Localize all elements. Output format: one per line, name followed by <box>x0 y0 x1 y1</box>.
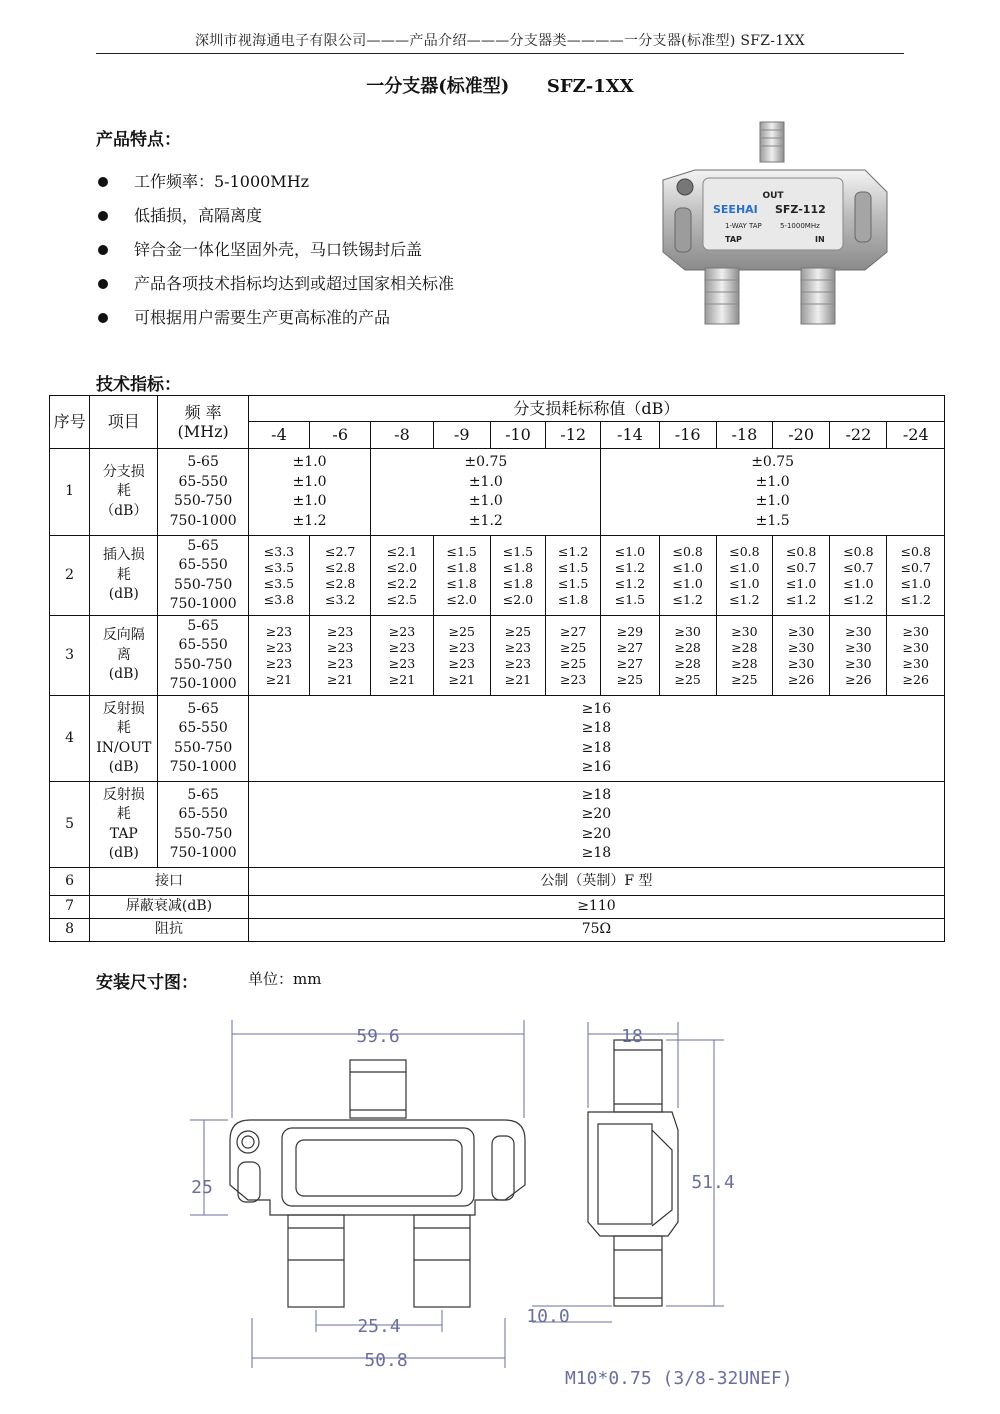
cell-line: 分支损 <box>102 463 145 480</box>
cell-line: ≤1.0 <box>672 575 703 591</box>
cell-line: 65-550 <box>178 720 228 736</box>
cell-line: ±1.0 <box>755 493 790 509</box>
insertion-loss-cell <box>310 536 371 616</box>
cell-line: ≥23 <box>504 639 532 655</box>
tap-loss-group-1 <box>248 449 371 536</box>
cell-line: ≥23 <box>388 655 416 671</box>
tap-value-header: -4 <box>248 422 309 449</box>
cell-line: ≥18 <box>581 845 612 861</box>
cell-line: ≤1.2 <box>614 575 646 591</box>
cell-line: 65-550 <box>178 637 228 653</box>
dimensions-unit: 单位：mm <box>248 970 322 988</box>
cell-line: ≥23 <box>265 655 293 671</box>
insertion-loss-cell <box>601 536 659 616</box>
cell-line: ≥21 <box>265 671 293 687</box>
cell-line: ≥21 <box>504 671 532 687</box>
feature-text: 可根据用户需要生产更高标准的产品 <box>134 308 391 327</box>
cell-line: ≥26 <box>845 671 872 687</box>
cell-line: ±0.75 <box>464 454 508 470</box>
col-header-tap-group: 分支损耗标称值（dB） <box>248 396 944 422</box>
tap-value-header: -16 <box>659 422 716 449</box>
cell-line: ≤3.8 <box>263 591 295 607</box>
feature-item <box>96 170 454 204</box>
feature-item <box>96 238 454 272</box>
cell-line: ≥21 <box>327 671 354 687</box>
cell-line: ≤1.2 <box>785 591 817 607</box>
cell-line: ≥30 <box>731 623 758 639</box>
cell-line: ≤0.7 <box>843 559 874 575</box>
cell-line: ≤1.5 <box>614 591 646 607</box>
insertion-loss-cell <box>716 536 772 616</box>
feature-item <box>96 306 454 340</box>
cell-line: ≥23 <box>327 639 354 655</box>
cell-line: ≥30 <box>787 655 815 671</box>
cell-line: ±1.2 <box>468 512 503 529</box>
cell-line: ±1.2 <box>292 512 327 529</box>
cell-line: ≤1.0 <box>843 575 874 591</box>
cell-line: ≤1.8 <box>446 559 477 575</box>
isolation-cell <box>546 616 601 696</box>
row-item: 阻抗 <box>90 919 249 942</box>
cell-line: ≤1.8 <box>558 591 589 607</box>
tap-value-header: -9 <box>433 422 490 449</box>
cell-line: ≥30 <box>787 623 815 639</box>
row-impedance <box>50 919 945 942</box>
cell-line: ≤1.2 <box>558 543 589 559</box>
tap-value-header: -20 <box>773 422 830 449</box>
cell-line: 耗 <box>116 566 131 583</box>
cell-line: ≥25 <box>559 639 587 655</box>
cell-line: ≥23 <box>327 623 354 639</box>
cell-line: ≥28 <box>731 655 758 671</box>
cell-line: ≤1.8 <box>502 559 534 575</box>
cell-line: 750-1000 <box>169 596 237 612</box>
feature-text: 低插损，高隔离度 <box>134 206 263 225</box>
cell-line: ≤2.1 <box>386 543 418 559</box>
col-item-text: 项目 <box>107 412 140 432</box>
bullet-icon <box>98 279 108 289</box>
tap-value-header: -6 <box>310 422 371 449</box>
cell-line: ≥25 <box>504 623 532 639</box>
cell-line: 5-65 <box>187 700 219 717</box>
isolation-cell <box>601 616 659 696</box>
cell-line: ≥23 <box>504 655 532 671</box>
cell-line: ≥25 <box>731 671 758 687</box>
cell-line: 550-750 <box>174 576 233 593</box>
cell-line: ≤1.0 <box>900 575 931 591</box>
cell-line: 耗 <box>116 483 131 500</box>
row-item <box>90 536 158 616</box>
cell-line: ≤2.8 <box>325 575 356 591</box>
cell-line: ≤1.5 <box>446 543 477 559</box>
photo-frequency: 5-1000MHz <box>780 222 820 230</box>
isolation-cell <box>248 616 309 696</box>
bullet-icon <box>98 313 108 323</box>
cell-line: 65-550 <box>178 806 228 822</box>
row-no: 3 <box>50 616 90 696</box>
cell-line: ≥30 <box>902 623 929 639</box>
cell-line: ±1.0 <box>292 493 327 509</box>
product-photo <box>655 120 895 330</box>
cell-line: TAP <box>109 825 138 842</box>
cell-line: ±1.5 <box>755 512 790 529</box>
cell-line: ≤1.0 <box>614 543 646 559</box>
cell-line: ±1.0 <box>468 473 503 490</box>
photo-brand: SEEHAI <box>713 203 758 216</box>
cell-line: ≤0.8 <box>672 543 703 559</box>
insertion-loss-cell <box>659 536 716 616</box>
row-item <box>90 449 158 536</box>
tap-value-header: -18 <box>716 422 772 449</box>
cell-line: ≤0.7 <box>900 559 931 575</box>
cell-line: ≥27 <box>559 623 587 639</box>
cell-line: ≤1.2 <box>900 591 931 607</box>
cell-line: ≤3.5 <box>263 575 295 591</box>
col-header-no <box>50 396 90 449</box>
cell-line: ≥23 <box>327 655 354 671</box>
cell-line: ≥26 <box>787 671 815 687</box>
row-item: 接口 <box>90 868 249 896</box>
cell-line: 65-550 <box>178 473 228 490</box>
cell-line: ≥18 <box>581 720 612 736</box>
cell-line: ±0.75 <box>751 454 795 470</box>
isolation-cell <box>887 616 945 696</box>
cell-line: ±1.0 <box>468 493 503 509</box>
cell-line: 5-65 <box>187 617 219 634</box>
cell-line: ≤3.2 <box>325 591 356 607</box>
row-no: 2 <box>50 536 90 616</box>
insertion-loss-cell <box>830 536 887 616</box>
cell-line: 反射损 <box>102 700 145 717</box>
cell-line: 耗 <box>116 720 131 736</box>
cell-line: ≥30 <box>845 623 872 639</box>
cell-line: ≥21 <box>448 671 475 687</box>
cell-line: ≤2.0 <box>502 591 534 607</box>
cell-line: (dB) <box>108 666 139 683</box>
isolation-cell <box>716 616 772 696</box>
row-return-loss-tap <box>50 782 945 868</box>
photo-subtitle: 1-WAY TAP <box>725 222 762 230</box>
connector-value: 公制（英制）F 型 <box>248 868 944 896</box>
tap-loss-group-2 <box>371 449 601 536</box>
cell-line: ≥23 <box>448 655 475 671</box>
cell-line: ≥23 <box>559 671 587 687</box>
cell-line: IN/OUT <box>96 739 152 756</box>
insertion-loss-cell <box>490 536 545 616</box>
cell-line: ≥30 <box>845 639 872 655</box>
page-header: 深圳市视海通电子有限公司———产品介绍———分支器类————一分支器(标准型) SFZ-1XX <box>194 33 806 49</box>
row-no: 6 <box>50 868 90 896</box>
insertion-loss-cell <box>248 536 309 616</box>
dim-depth: 18 <box>621 1026 643 1047</box>
cell-line: 反向隔 <box>102 627 145 644</box>
cell-line: 反射损 <box>102 786 145 803</box>
cell-line: ≥25 <box>616 671 644 687</box>
cell-line: 750-1000 <box>169 845 237 861</box>
row-no: 1 <box>50 449 90 536</box>
header-rule <box>96 53 904 54</box>
row-freq-bands <box>158 616 248 696</box>
return-loss-in-out-values <box>248 696 944 782</box>
row-item <box>90 782 158 868</box>
cell-line: ≤1.0 <box>785 575 817 591</box>
row-item <box>90 696 158 782</box>
cell-line: ≥23 <box>448 639 475 655</box>
photo-label-out: OUT <box>762 191 784 201</box>
insertion-loss-cell <box>371 536 433 616</box>
col-header-item <box>90 396 158 449</box>
cell-line: ≤1.2 <box>614 559 646 575</box>
isolation-cell <box>659 616 716 696</box>
specs-heading: 技术指标： <box>96 375 181 395</box>
document-title: 一分支器(标准型) SFZ-1XX <box>366 76 634 97</box>
cell-line: ≥16 <box>581 759 612 775</box>
cell-line: ≥30 <box>902 639 929 655</box>
dim-thread-spec: M10*0.75 (3/8-32UNEF) <box>565 1368 793 1389</box>
row-no: 8 <box>50 919 90 942</box>
cell-line: ≤1.2 <box>843 591 874 607</box>
cell-line: ≥23 <box>265 639 293 655</box>
cell-line: ≥28 <box>731 639 758 655</box>
cell-line: 550-750 <box>174 825 233 842</box>
row-return-loss-in-out <box>50 696 945 782</box>
row-insertion-loss <box>50 536 945 616</box>
dim-port-spacing: 25.4 <box>357 1316 401 1337</box>
shielding-value: ≥110 <box>248 896 944 919</box>
tap-value-header: -10 <box>490 422 545 449</box>
insertion-loss-cell <box>887 536 945 616</box>
feature-text: 工作频率：5-1000MHz <box>134 172 310 191</box>
dim-total-width: 59.6 <box>356 1026 400 1047</box>
row-tap-loss <box>50 449 945 536</box>
cell-line: ±1.0 <box>755 473 790 490</box>
side-dimension-labels <box>526 1026 792 1389</box>
cell-line: ≤0.7 <box>785 559 817 575</box>
row-shielding <box>50 896 945 919</box>
row-no: 4 <box>50 696 90 782</box>
photo-model: SFZ-112 <box>775 203 826 216</box>
cell-line: ≥28 <box>674 655 701 671</box>
insertion-loss-cell <box>773 536 830 616</box>
cell-line: ≥27 <box>616 655 644 671</box>
cell-line: ≥16 <box>581 700 612 717</box>
cell-line: ≥27 <box>616 639 644 655</box>
cell-line: ≤1.0 <box>729 559 760 575</box>
insertion-loss-cell <box>433 536 490 616</box>
cell-line: 插入损 <box>102 547 145 564</box>
feature-item <box>96 272 454 306</box>
feature-text: 产品各项技术指标均达到或超过国家相关标准 <box>134 274 455 293</box>
cell-line: 耗 <box>116 806 131 822</box>
feature-list <box>96 170 454 340</box>
row-item <box>90 616 158 696</box>
cell-line: （dB） <box>100 502 148 519</box>
cell-line: ≤1.0 <box>729 575 760 591</box>
cell-line: ≥25 <box>674 671 701 687</box>
col-header-freq <box>158 396 248 449</box>
row-freq-bands <box>158 696 248 782</box>
isolation-cell <box>310 616 371 696</box>
row-isolation <box>50 616 945 696</box>
cell-line: ≥29 <box>616 623 644 639</box>
cell-line: 550-750 <box>174 739 233 756</box>
cell-line: 750-1000 <box>169 759 237 775</box>
tap-loss-group-3 <box>601 449 945 536</box>
cell-line: ≤1.5 <box>558 559 589 575</box>
feature-item <box>96 204 454 238</box>
tap-value-header: -14 <box>601 422 659 449</box>
cell-line: ≥28 <box>674 639 701 655</box>
row-freq-bands <box>158 449 248 536</box>
cell-line: ≤2.0 <box>386 559 418 575</box>
cell-line: ≥25 <box>559 655 587 671</box>
cell-line: ≥30 <box>674 623 701 639</box>
cell-line: ≤1.5 <box>502 543 534 559</box>
cell-line: ±1.0 <box>292 454 327 470</box>
cell-line: ≤2.5 <box>386 591 418 607</box>
cell-line: 离 <box>116 646 131 663</box>
cell-line: ≥26 <box>902 671 929 687</box>
cell-line: ≤1.0 <box>672 559 703 575</box>
cell-line: ±1.0 <box>292 473 327 490</box>
cell-line: ≥30 <box>787 639 815 655</box>
bullet-icon <box>98 177 108 187</box>
isolation-cell <box>830 616 887 696</box>
cell-line: ≤3.5 <box>263 559 295 575</box>
cell-line: (dB) <box>108 845 139 861</box>
cell-line: 5-65 <box>187 537 219 554</box>
cell-line: 550-750 <box>174 656 233 673</box>
cell-line: 65-550 <box>178 557 228 573</box>
front-view <box>230 1060 525 1307</box>
row-no: 5 <box>50 782 90 868</box>
cell-line: ≤1.8 <box>446 575 477 591</box>
cell-line: ≤1.2 <box>672 591 703 607</box>
cell-line: ≤2.7 <box>325 543 356 559</box>
row-connector <box>50 868 945 896</box>
tap-value-header: -24 <box>887 422 945 449</box>
cell-line: ≥30 <box>845 655 872 671</box>
cell-line: ≥23 <box>388 639 416 655</box>
tap-value-header: -22 <box>830 422 887 449</box>
cell-line: ≤3.3 <box>263 543 295 559</box>
cell-line: ≥25 <box>448 623 475 639</box>
col-no-text: 序号 <box>53 412 86 432</box>
return-loss-tap-values <box>248 782 944 868</box>
photo-label-tap: TAP <box>725 235 742 244</box>
isolation-cell <box>490 616 545 696</box>
isolation-cell <box>773 616 830 696</box>
dim-base-width: 50.8 <box>364 1350 408 1371</box>
cell-line: (dB) <box>108 759 139 775</box>
col-freq-text: 频 率 (MHz) <box>177 402 229 441</box>
bullet-icon <box>98 211 108 221</box>
dimension-drawing <box>0 1000 1000 1410</box>
cell-line: ≤1.5 <box>558 575 589 591</box>
cell-line: ≥21 <box>388 671 416 687</box>
cell-line: 750-1000 <box>169 512 237 529</box>
cell-line: ≤2.8 <box>325 559 356 575</box>
side-view <box>588 1040 678 1306</box>
cell-line: ≤0.8 <box>785 543 817 559</box>
cell-line: 5-65 <box>187 786 219 803</box>
bullet-icon <box>98 245 108 255</box>
cell-line: ≥18 <box>581 786 612 803</box>
insertion-loss-cell <box>546 536 601 616</box>
cell-line: ≤1.8 <box>502 575 534 591</box>
impedance-value: 75Ω <box>248 919 944 942</box>
isolation-cell <box>433 616 490 696</box>
row-no: 7 <box>50 896 90 919</box>
cell-line: 750-1000 <box>169 676 237 692</box>
row-freq-bands <box>158 536 248 616</box>
front-dimension-labels <box>191 1026 408 1371</box>
dim-total-height: 51.4 <box>691 1172 735 1193</box>
cell-line: 550-750 <box>174 493 233 509</box>
dim-body-height: 25 <box>191 1177 213 1198</box>
cell-line: ≤2.2 <box>386 575 418 591</box>
cell-line: ≤0.8 <box>843 543 874 559</box>
tap-value-header: -8 <box>371 422 433 449</box>
photo-label-in: IN <box>815 235 825 244</box>
cell-line: ≥20 <box>581 806 612 822</box>
spec-table <box>49 395 945 942</box>
cell-line: 5-65 <box>187 454 219 470</box>
cell-line: ≥23 <box>265 623 293 639</box>
cell-line: ≤2.0 <box>446 591 477 607</box>
row-freq-bands <box>158 782 248 868</box>
cell-line: (dB) <box>108 586 139 603</box>
cell-line: ≤1.2 <box>729 591 760 607</box>
isolation-cell <box>371 616 433 696</box>
features-heading: 产品特点： <box>96 130 181 150</box>
dim-port-length: 10.0 <box>526 1306 570 1327</box>
cell-line: ≥30 <box>902 655 929 671</box>
cell-line: ≤0.8 <box>900 543 931 559</box>
cell-line: ≤0.8 <box>729 543 760 559</box>
tap-value-header: -12 <box>546 422 601 449</box>
row-item: 屏蔽衰减(dB) <box>90 896 249 919</box>
cell-line: ≥23 <box>388 623 416 639</box>
dimensions-heading: 安装尺寸图： <box>96 973 198 993</box>
cell-line: ≥18 <box>581 739 612 756</box>
cell-line: ≥20 <box>581 825 612 842</box>
feature-text: 锌合金一体化坚固外壳，马口铁锡封后盖 <box>134 240 423 259</box>
